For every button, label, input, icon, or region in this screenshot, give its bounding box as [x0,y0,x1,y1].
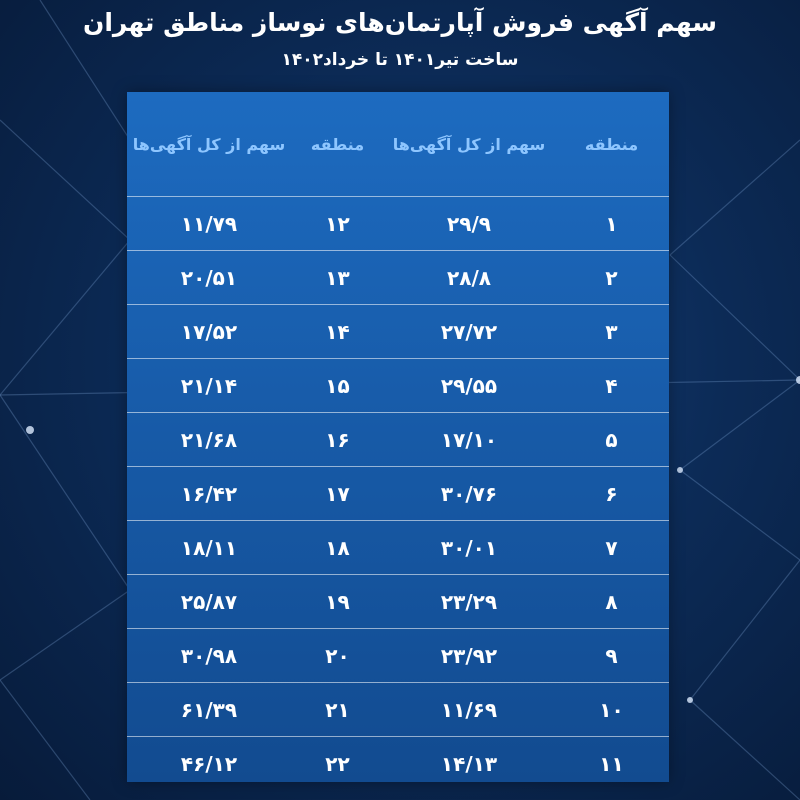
cell-share: ۳۰/۰۱ [384,521,554,575]
cell-share: ۱۷/۱۰ [384,413,554,467]
table-row [127,737,669,791]
cell-district: ۶ [554,467,669,521]
cell-share: ۱۷/۵۲ [127,305,291,359]
cell-share: ۲۱/۱۴ [127,359,291,413]
table-row [127,467,669,521]
table-row [127,413,669,467]
table-row [127,251,669,305]
cell-share: ۱۴/۱۳ [384,737,554,791]
cell-district: ۱۹ [291,575,384,629]
cell-share: ۲۷/۷۲ [384,305,554,359]
cell-district: ۱۵ [291,359,384,413]
cell-share: ۱۸/۱۱ [127,521,291,575]
cell-district: ۲۱ [291,683,384,737]
cell-district: ۱۸ [291,521,384,575]
table-row [127,575,669,629]
cell-share: ۱۱/۷۹ [127,197,291,251]
cell-district: ۸ [554,575,669,629]
cell-district: ۹ [554,629,669,683]
cell-district: ۴ [554,359,669,413]
cell-district: ۱۶ [291,413,384,467]
cell-share: ۳۰/۹۸ [127,629,291,683]
table-row [127,683,669,737]
chart-subtitle: ساخت تیر۱۴۰۱ تا خرداد۱۴۰۲ [281,50,519,70]
cell-district: ۱۲ [291,197,384,251]
header-district-2: منطقه [310,134,365,154]
cell-share: ۴۶/۱۲ [127,737,291,791]
header-share-1: سهم از کل آگهی‌ها [392,134,546,154]
cell-district: ۲۰ [291,629,384,683]
cell-district: ۱۷ [291,467,384,521]
data-table [127,92,669,790]
table-row [127,629,669,683]
cell-district: ۲ [554,251,669,305]
cell-share: ۲۹/۵۵ [384,359,554,413]
cell-share: ۲۸/۸ [384,251,554,305]
cell-district: ۲۲ [291,737,384,791]
table-header-row [127,92,669,197]
cell-district: ۵ [554,413,669,467]
cell-share: ۶۱/۳۹ [127,683,291,737]
header-share-2: سهم از کل آگهی‌ها [132,134,286,154]
cell-share: ۱۱/۶۹ [384,683,554,737]
table-row [127,359,669,413]
cell-share: ۲۰/۵۱ [127,251,291,305]
cell-share: ۲۳/۲۹ [384,575,554,629]
cell-share: ۲۱/۶۸ [127,413,291,467]
chart-title: سهم آگهی فروش آپارتمان‌های نوساز مناطق تهران [83,8,717,37]
table-row [127,197,669,251]
header-district-1: منطقه [584,134,639,154]
cell-district: ۱۱ [554,737,669,791]
table-row [127,305,669,359]
cell-share: ۲۵/۸۷ [127,575,291,629]
cell-district: ۷ [554,521,669,575]
table-row [127,521,669,575]
cell-district: ۱۰ [554,683,669,737]
cell-share: ۲۹/۹ [384,197,554,251]
cell-share: ۱۶/۴۲ [127,467,291,521]
cell-district: ۱ [554,197,669,251]
cell-share: ۲۳/۹۲ [384,629,554,683]
cell-district: ۱۴ [291,305,384,359]
cell-district: ۳ [554,305,669,359]
cell-district: ۱۳ [291,251,384,305]
cell-share: ۳۰/۷۶ [384,467,554,521]
